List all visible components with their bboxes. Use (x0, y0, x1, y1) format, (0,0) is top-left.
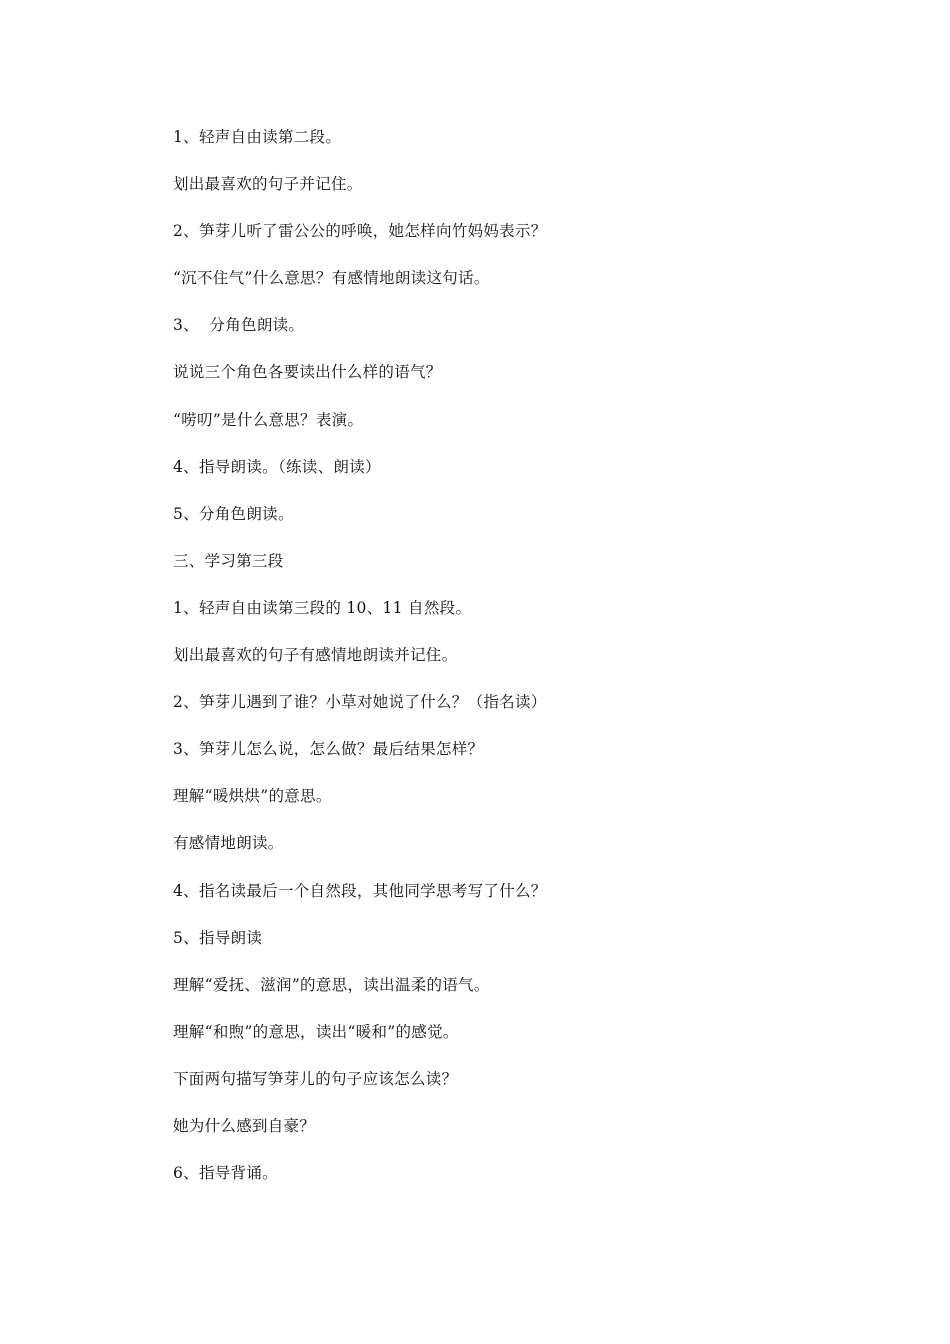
text-line: 有感情地朗读。 (173, 834, 284, 853)
text-line: 说说三个角色各要读出什么样的语气？ (173, 363, 442, 382)
text-line: 5、指导朗读 (173, 928, 263, 947)
text-line: 理解“暖烘烘”的意思。 (173, 787, 332, 806)
text-line: 1、轻声自由读第三段的 10、11 自然段。 (173, 598, 472, 617)
text-line: 1、轻声自由读第二段。 (173, 128, 342, 146)
text-line: 6、指导背诵。 (173, 1164, 278, 1183)
text-line: 3、笋芽儿怎么说，怎么做？最后结果怎样？ (173, 740, 484, 759)
text-line: 2、笋芽儿听了雷公公的呼唤，她怎样向竹妈妈表示？ (173, 222, 547, 241)
text-line: 下面两句描写笋芽儿的句子应该怎么读？ (173, 1069, 458, 1088)
document-body (173, 127, 853, 1210)
text-line: 划出最喜欢的句子并记住。 (173, 175, 363, 194)
text-line: 4、指名读最后一个自然段，其他同学思考写了什么？ (173, 881, 547, 900)
text-line: 2、笋芽儿遇到了谁？小草对她说了什么？（指名读） (173, 693, 547, 712)
text-line: 理解“爱抚、滋润”的意思，读出温柔的语气。 (173, 975, 490, 994)
text-line: 5、分角色朗读。 (173, 504, 294, 523)
text-line: 理解“和煦”的意思，读出“暖和”的感觉。 (173, 1022, 459, 1041)
text-line: “沉不住气”什么意思？有感情地朗读这句话。 (173, 269, 490, 288)
text-line: “唠叨”是什么意思？表演。 (173, 410, 364, 429)
section-heading: 三、学习第三段 (173, 551, 284, 570)
text-line: 3、 分角色朗读。 (173, 316, 305, 335)
text-line: 4、指导朗读。（练读、朗读） (173, 457, 381, 476)
text-line: 她为什么感到自豪？ (173, 1116, 316, 1135)
text-line: 划出最喜欢的句子有感情地朗读并记住。 (173, 646, 458, 665)
